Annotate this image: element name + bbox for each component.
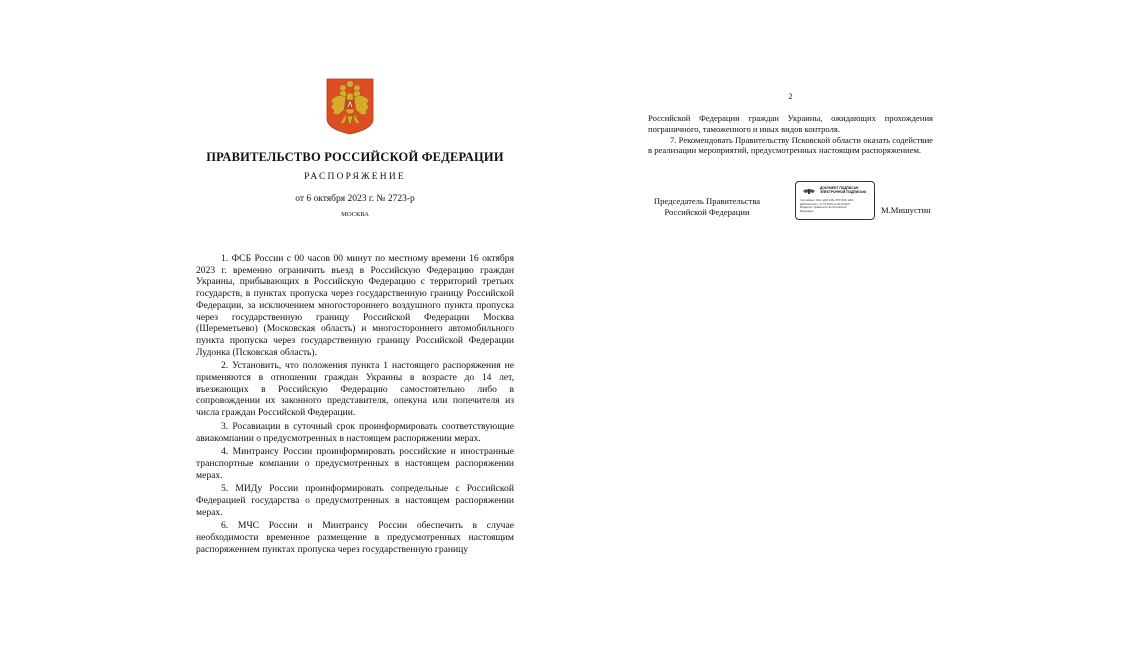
right-page-body [648,113,933,156]
signer-name: М.Мишустин [881,205,931,215]
paragraph-6-continuation: Российской Федерации граждан Украины, ожидающих прохождения пограничного, таможенного и иных видов контроля. [648,113,933,134]
stamp-header [820,186,866,194]
stamp-line-2: Действителен с 17.07.2023 по 09.10.2024 [800,202,850,206]
stamp-details [800,199,871,213]
document-body [196,253,514,558]
stamp-line-4: Федерации [800,209,814,213]
page-number: 2 [788,92,793,101]
paragraph-4: 4. Минтрансу России проинформировать российские и иностранные транспортные компании о предусмотренных в настоящем распоряжении мерах. [196,446,514,481]
stamp-header-line1: ДОКУМЕНТ ПОДПИСАН [820,186,859,190]
coat-of-arms-small-icon [802,187,816,195]
paragraph-2: 2. Установить, что положения пункта 1 настоящего распоряжения не применяются в отношении граждан Украины в возрасте до 14 лет, въезжающих в Российскую Федерацию самостоятельно либо в сопровождении их законного представителя, опекуна или попечителя из числа граждан Российской Федерации. [196,360,514,419]
signer-title [648,196,766,217]
electronic-signature-stamp [795,181,875,220]
coat-of-arms-emblem [326,78,374,135]
document-city: МОСКВА [341,211,369,218]
document-type: РАСПОРЯЖЕНИЕ [304,172,406,182]
stamp-header-line2: ЭЛЕКТРОННОЙ ПОДПИСЬЮ [820,190,867,194]
paragraph-1: 1. ФСБ России с 00 часов 00 минут по местному времени 16 октября 2023 г. временно ограничить въезд в Российскую Федерацию граждан Украины, прибывающих в Российскую Федерацию с территорий третьих государств, в пунктах пропуска через государственную границу Российской Федерации, за исключением многостороннего воздушного пункта пропуска через государственную границу Российской Федерации Москва (Шереметьево) (Московская область) и многостороннего автомобильного пункта пропуска через государственную границу Российской Федерации Лудонка (Псковская область). [196,253,514,358]
stamp-line-3: Владелец: Правительство Российской [800,206,847,210]
paragraph-7: 7. Рекомендовать Правительству Псковской области оказать содействие в реализации мероприятий, предусмотренных настоящим распоряжением. [648,134,933,156]
paragraph-3: 3. Росавиации в суточный срок проинформировать соответствующие авиакомпании о предусмотренных в настоящем распоряжении мерах. [196,420,514,444]
paragraph-6: 6. МЧС России и Минтрансу России обеспечить в случае необходимости временное размещение в предусмотренных настоящим распоряжением пунктах пропуска через государственную границу [196,520,514,555]
signer-title-line2: Российской Федерации [664,206,750,217]
stamp-line-1: Сертификат: 00c1 a2b3 4d5e 6f70 8192 a3b4 [800,199,854,202]
government-title: ПРАВИТЕЛЬСТВО РОССИЙСКОЙ ФЕДЕРАЦИИ [206,150,504,164]
paragraph-5: 5. МИДу России проинформировать сопредельные с Российской Федерацией государства о предусмотренных в настоящем распоряжении мерах. [196,483,514,518]
document-date-number: от 6 октября 2023 г. № 2723-р [295,194,415,204]
signer-title-line1: Председатель Правительства [653,196,761,206]
